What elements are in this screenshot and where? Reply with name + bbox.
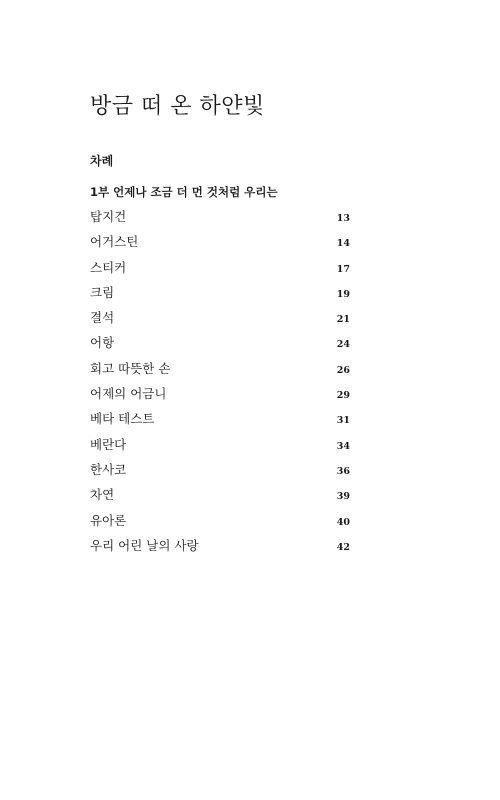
toc-entry (90, 359, 350, 384)
toc-entry (90, 308, 350, 333)
toc-entry-page-number: 21 (336, 314, 350, 326)
toc-entry-title: 크림 (90, 284, 115, 300)
toc-entry-title: 유아론 (90, 512, 127, 528)
toc-entry-title: 베란다 (90, 436, 127, 452)
toc-entry (90, 232, 350, 257)
toc-entry-title: 회고 따뜻한 손 (90, 360, 171, 376)
toc-entry-page-number: 29 (336, 390, 350, 402)
toc-entry-page-number: 14 (336, 238, 350, 250)
toc-entry-page-number: 31 (336, 415, 350, 427)
toc-list (90, 207, 350, 561)
toc-heading: 차례 (90, 154, 114, 168)
toc-entry-page-number: 34 (336, 440, 350, 452)
toc-entry-title: 탑지건 (90, 209, 127, 224)
toc-entry (90, 485, 350, 510)
toc-entry-page-number: 26 (336, 364, 350, 376)
toc-entry-title: 어제의 어금니 (90, 386, 167, 402)
toc-entry (90, 536, 350, 561)
toc-entry-page-number: 24 (336, 339, 350, 351)
toc-entry (90, 207, 350, 232)
toc-entry (90, 283, 350, 308)
toc-entry (90, 384, 350, 409)
toc-entry (90, 460, 350, 485)
toc-entry-title: 차연 (90, 487, 115, 503)
toc-entry-page-number: 36 (336, 465, 350, 477)
toc-entry-page-number: 17 (336, 263, 350, 275)
toc-entry (90, 333, 350, 358)
toc-entry-title: 결석 (90, 310, 115, 326)
toc-entry-title: 우리 어린 날의 사랑 (90, 537, 199, 553)
book-title: 방금 떠 온 하얀빛 (90, 94, 265, 119)
toc-entry-title: 어항 (90, 335, 115, 351)
toc-entry (90, 258, 350, 283)
toc-entry-page-number: 42 (336, 541, 350, 553)
part-heading: 1부 언제나 조금 더 먼 것처럼 우리는 (90, 185, 278, 199)
toc-entry (90, 435, 350, 460)
toc-entry-page-number: 19 (336, 288, 350, 300)
toc-entry-page-number: 39 (336, 491, 350, 503)
toc-entry (90, 409, 350, 434)
toc-entry-title: 한사코 (90, 461, 127, 477)
toc-entry-page-number: 13 (336, 213, 350, 224)
toc-entry (90, 511, 350, 536)
toc-entry-title: 스티커 (90, 259, 127, 275)
toc-entry-page-number: 40 (336, 516, 350, 528)
toc-entry-title: 어거스틴 (90, 234, 139, 250)
toc-entry-title: 베타 테스트 (90, 411, 155, 427)
